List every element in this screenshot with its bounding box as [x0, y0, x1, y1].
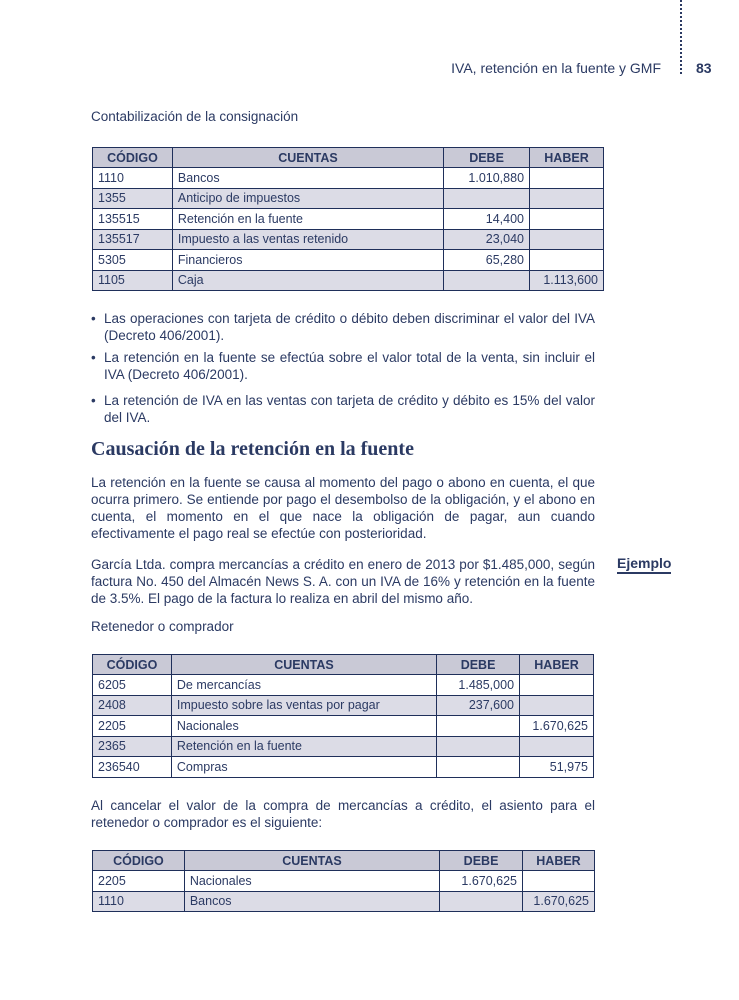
- cell-cuenta: Bancos: [184, 891, 439, 912]
- cell-codigo: 5305: [93, 250, 173, 271]
- list-item: [91, 392, 595, 426]
- bullet-text: Las operaciones con tarjeta de crédito o débito deben discriminar el valor del IVA (Decreto 406/2001).: [104, 311, 595, 343]
- cell-haber: 51,975: [520, 757, 594, 778]
- cell-haber: 1.113,600: [530, 270, 604, 291]
- column-header-cuentas: CUENTAS: [172, 148, 443, 168]
- column-header-debe: DEBE: [437, 655, 520, 675]
- cell-cuenta: Bancos: [172, 168, 443, 189]
- consignacion-table: [92, 147, 604, 291]
- column-header-haber: HABER: [520, 655, 594, 675]
- table-row: [93, 209, 604, 230]
- table-row: [93, 736, 594, 757]
- cell-debe: 1.485,000: [437, 675, 520, 696]
- cell-debe: 23,040: [444, 229, 530, 250]
- table-row: [93, 891, 595, 912]
- bullet-text: La retención de IVA en las ventas con tarjeta de crédito y débito es 15% del valor del IVA.: [104, 393, 595, 425]
- table-header-row: [93, 148, 604, 168]
- cell-codigo: 1105: [93, 270, 173, 291]
- table-row: [93, 250, 604, 271]
- cell-debe: 237,600: [437, 695, 520, 716]
- cell-cuenta: Nacionales: [171, 716, 436, 737]
- dotted-margin-rule: [680, 0, 682, 74]
- cancelacion-caption: Al cancelar el valor de la compra de mercancías a crédito, el asiento para el retenedor o comprador es el siguiente:: [91, 798, 595, 830]
- column-header-codigo: CÓDIGO: [93, 148, 173, 168]
- column-header-codigo: CÓDIGO: [93, 851, 185, 871]
- cell-debe: 14,400: [444, 209, 530, 230]
- column-header-haber: HABER: [523, 851, 595, 871]
- cell-debe: [440, 891, 523, 912]
- table-row: [93, 188, 604, 209]
- table-row: [93, 757, 594, 778]
- cell-haber: [530, 168, 604, 189]
- cell-codigo: 6205: [93, 675, 172, 696]
- cell-haber: [530, 229, 604, 250]
- cell-codigo: 2365: [93, 736, 172, 757]
- cell-cuenta: Retención en la fuente: [172, 209, 443, 230]
- cell-cuenta: Impuesto sobre las ventas por pagar: [171, 695, 436, 716]
- cell-debe: [444, 270, 530, 291]
- cell-haber: [523, 871, 595, 892]
- list-item: [91, 310, 595, 344]
- section-paragraph: La retención en la fuente se causa al momento del pago o abono en cuenta, el que ocurra primero. Se entiende por pago el desembolso de la obligación, y el abono en cuenta, el momento en el que nace la obligación de pagar, aun cuando efectivamente el pago real se efectúe con posterioridad.: [91, 475, 595, 541]
- bullet-marker: •: [91, 311, 96, 326]
- cell-codigo: 236540: [93, 757, 172, 778]
- cell-codigo: 135515: [93, 209, 173, 230]
- section-heading: Causación de la retención en la fuente: [91, 438, 414, 460]
- bullet-marker: •: [91, 393, 96, 408]
- cell-codigo: 2205: [93, 871, 185, 892]
- cell-cuenta: Impuesto a las ventas retenido: [172, 229, 443, 250]
- page-number: 83: [696, 60, 712, 76]
- cell-haber: [530, 209, 604, 230]
- cell-haber: [530, 188, 604, 209]
- cell-haber: 1.670,625: [520, 716, 594, 737]
- cell-codigo: 135517: [93, 229, 173, 250]
- cell-haber: [530, 250, 604, 271]
- cell-codigo: 2205: [93, 716, 172, 737]
- cell-codigo: 1110: [93, 891, 185, 912]
- bullet-list: [91, 310, 595, 431]
- table-row: [93, 871, 595, 892]
- cell-haber: [520, 736, 594, 757]
- table-row: [93, 168, 604, 189]
- example-paragraph: García Ltda. compra mercancías a crédito en enero de 2013 por $1.485,000, según factura No. 450 del Almacén News S. A. con un IVA de 16% y retención en la fuente de 3.5%. El pago de la factura lo realiza en abril del mismo año.: [91, 557, 595, 606]
- running-header-title: IVA, retención en la fuente y GMF: [451, 60, 661, 76]
- column-header-debe: DEBE: [444, 148, 530, 168]
- column-header-haber: HABER: [530, 148, 604, 168]
- cell-cuenta: Caja: [172, 270, 443, 291]
- cell-haber: 1.670,625: [523, 891, 595, 912]
- cell-haber: [520, 675, 594, 696]
- example-label: Ejemplo: [617, 555, 671, 574]
- cell-debe: [437, 757, 520, 778]
- column-header-cuentas: CUENTAS: [171, 655, 436, 675]
- bullet-marker: •: [91, 350, 96, 365]
- column-header-cuentas: CUENTAS: [184, 851, 439, 871]
- cell-codigo: 2408: [93, 695, 172, 716]
- cell-haber: [520, 695, 594, 716]
- list-item: [91, 349, 595, 383]
- cell-debe: 1.010,880: [444, 168, 530, 189]
- retenedor-caption: Retenedor o comprador: [91, 619, 234, 634]
- table-header-row: [93, 655, 594, 675]
- cell-debe: [437, 716, 520, 737]
- column-header-codigo: CÓDIGO: [93, 655, 172, 675]
- table-row: [93, 229, 604, 250]
- cell-cuenta: Compras: [171, 757, 436, 778]
- cell-cuenta: Nacionales: [184, 871, 439, 892]
- cell-debe: 65,280: [444, 250, 530, 271]
- table-row: [93, 716, 594, 737]
- cell-cuenta: Anticipo de impuestos: [172, 188, 443, 209]
- cell-cuenta: Financieros: [172, 250, 443, 271]
- cell-debe: [437, 736, 520, 757]
- retenedor-table: [92, 654, 594, 778]
- cell-codigo: 1355: [93, 188, 173, 209]
- table-row: [93, 695, 594, 716]
- cell-debe: [444, 188, 530, 209]
- cell-cuenta: De mercancías: [171, 675, 436, 696]
- column-header-debe: DEBE: [440, 851, 523, 871]
- table-header-row: [93, 851, 595, 871]
- table-row: [93, 675, 594, 696]
- cell-cuenta: Retención en la fuente: [171, 736, 436, 757]
- cell-debe: 1.670,625: [440, 871, 523, 892]
- table-row: [93, 270, 604, 291]
- consignacion-caption: Contabilización de la consignación: [91, 109, 299, 124]
- bullet-text: La retención en la fuente se efectúa sobre el valor total de la venta, sin incluir el IVA (Decreto 406/2001).: [104, 350, 595, 382]
- cell-codigo: 1110: [93, 168, 173, 189]
- cancelacion-table: [92, 850, 595, 912]
